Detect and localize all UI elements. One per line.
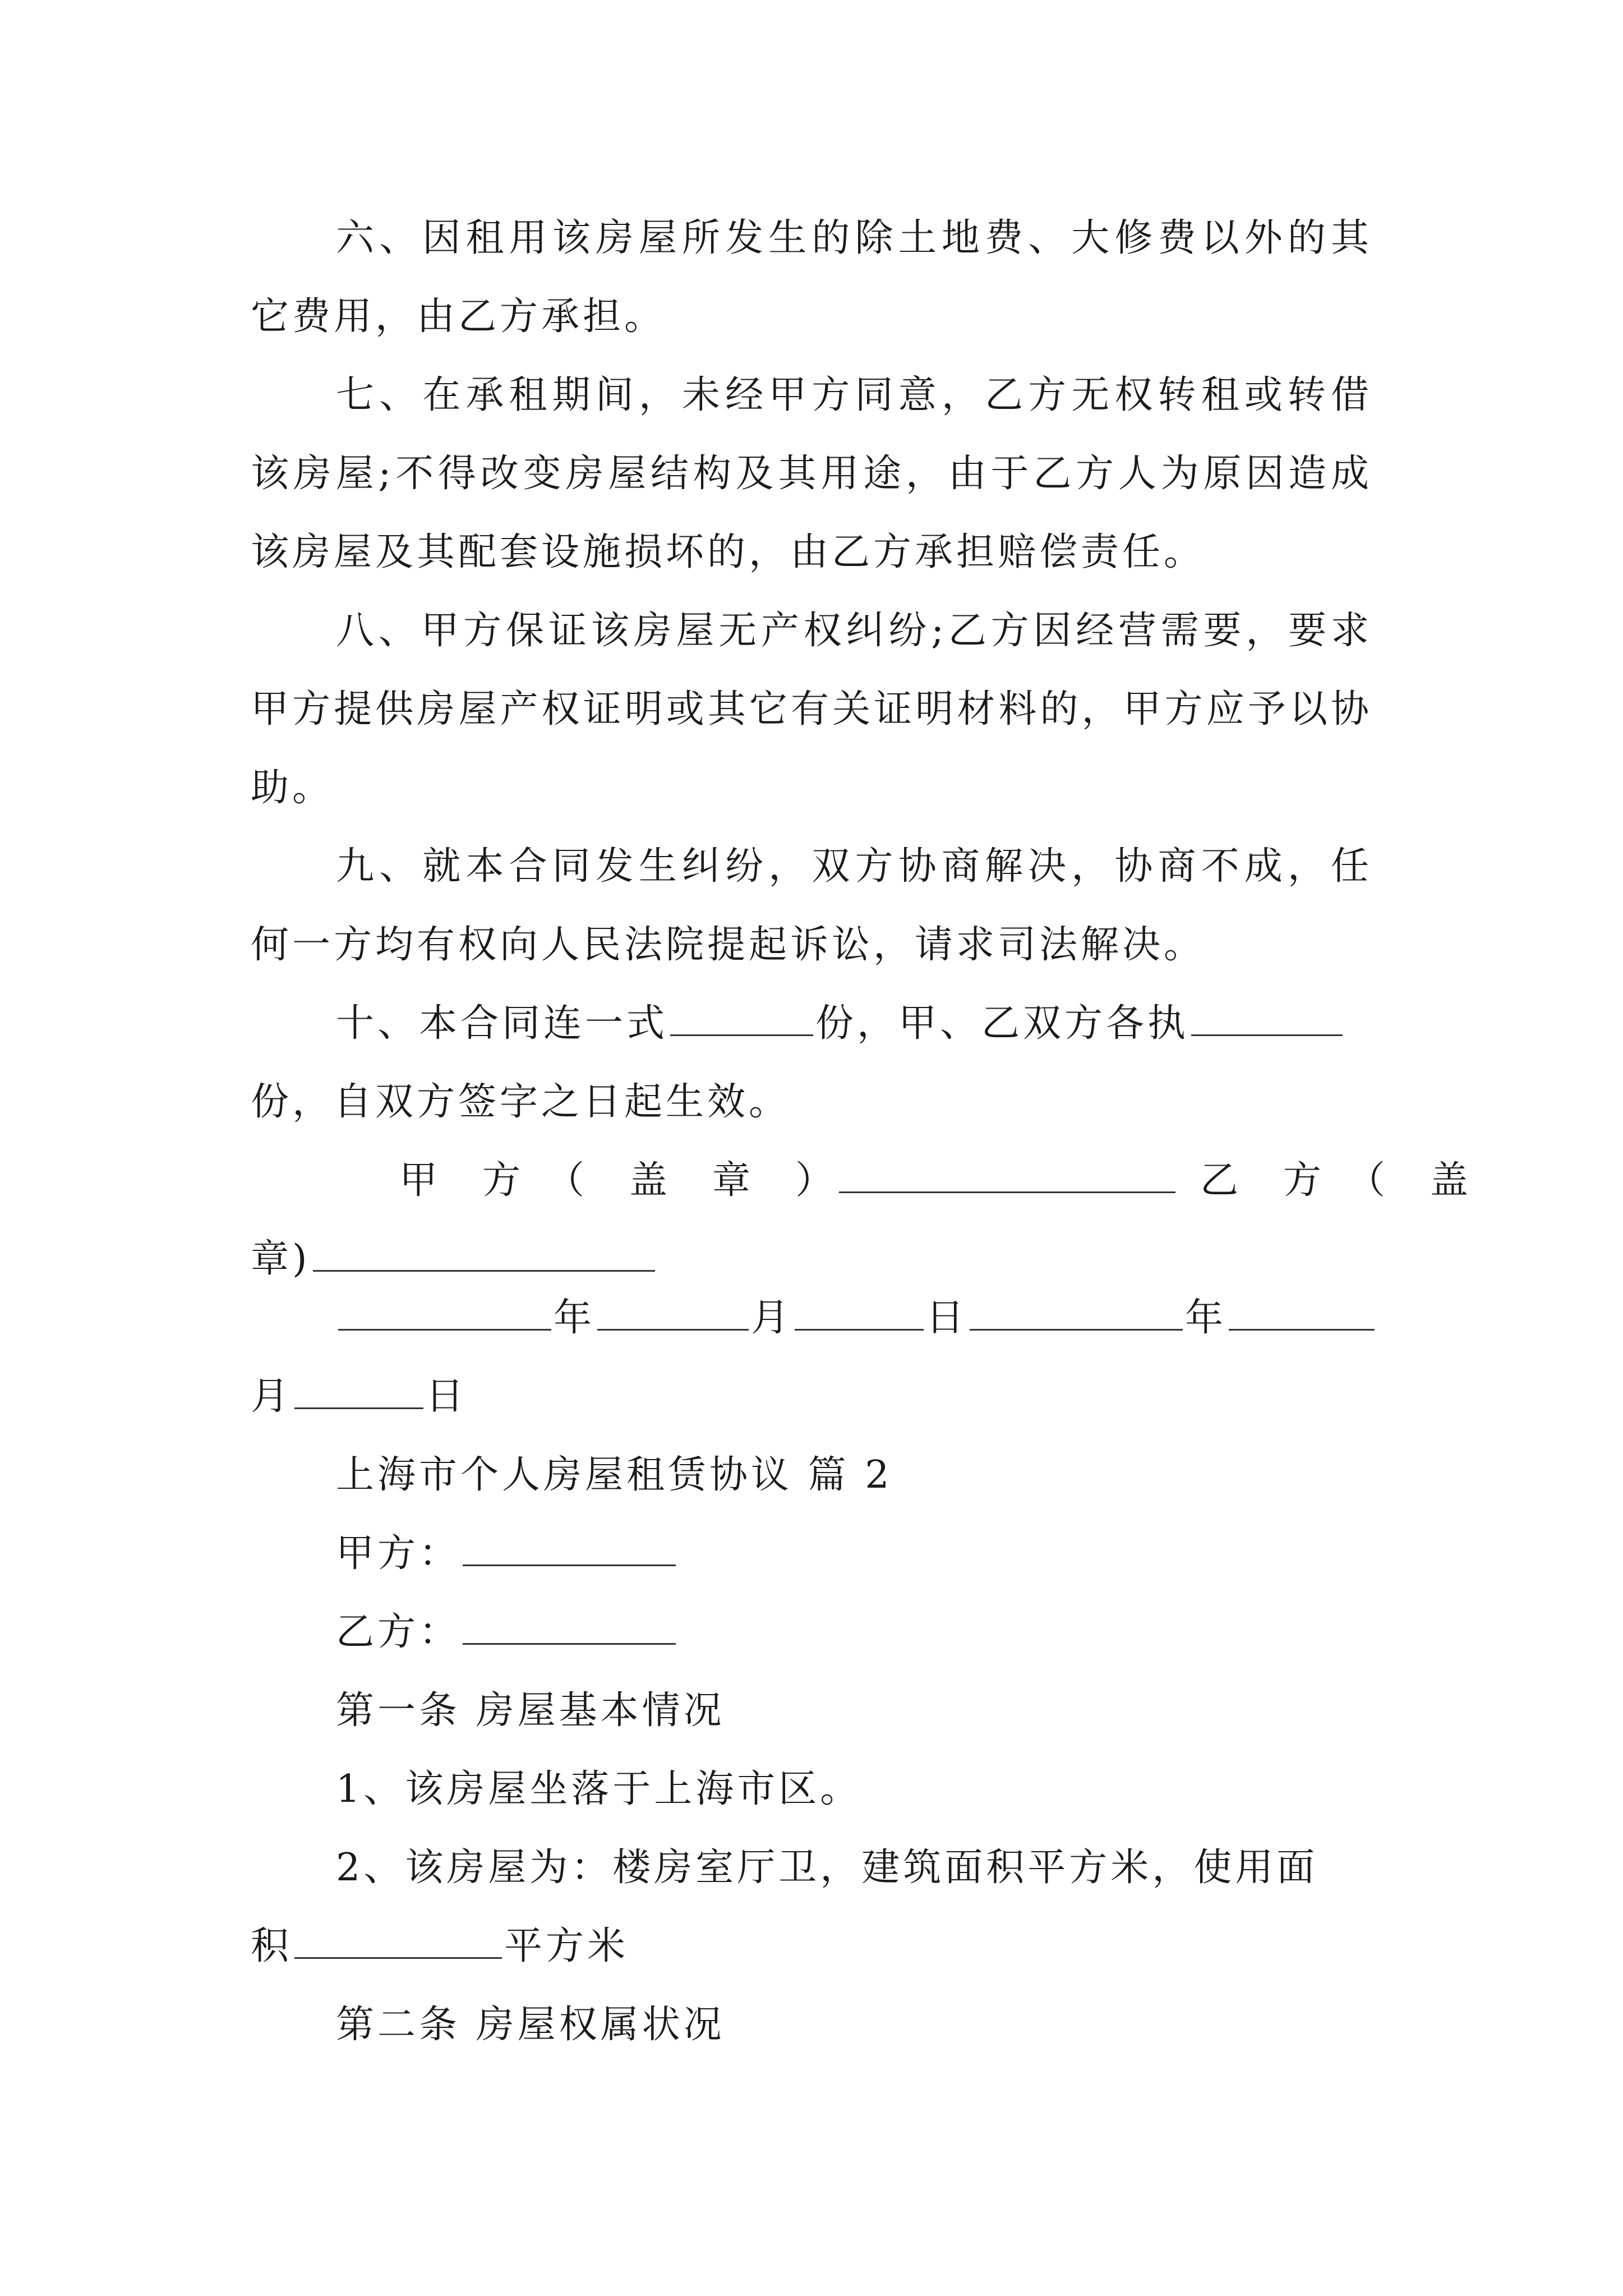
section-two [251, 1436, 1372, 2064]
party-b-year-blank [970, 1301, 1183, 1331]
clause-eight-text: 八、甲方保证该房屋无产权纠纷;乙方因经营需要，要求甲方提供房屋产权证明或其它有关证明材料的，甲方应予以协助。 [251, 609, 1372, 810]
party-a-seal-label: 甲 方 （ 盖 章 ） [399, 1158, 837, 1203]
item-two-area-label: 积 [251, 1924, 293, 1968]
section-two-title: 上海市个人房屋租赁协议 篇 2 [336, 1453, 893, 1497]
party-a-seal-blank [839, 1163, 1175, 1193]
party-a-label: 甲方： [336, 1531, 461, 1576]
copies-total-blank [670, 1006, 813, 1036]
party-b-year-label: 年 [1185, 1296, 1227, 1340]
party-a-month-blank [597, 1301, 749, 1331]
copies-each-blank [1191, 1006, 1343, 1036]
party-b-seal-label-cont: 章) [251, 1237, 311, 1281]
article-two-title: 第二条 房屋权属状况 [336, 2003, 725, 2047]
clause-six-text: 六、因租用该房屋所发生的除土地费、大修费以外的其它费用，由乙方承担。 [251, 216, 1372, 339]
party-b-seal-blank [313, 1242, 655, 1272]
clause-nine [251, 827, 1372, 984]
clause-eight [251, 592, 1372, 827]
clause-seven-text: 七、在承租期间，未经甲方同意，乙方无权转租或转借该房屋;不得改变房屋结构及其用途，由于乙方人为原因造成该房屋及其配套设施损坏的，由乙方承担赔偿责任。 [251, 373, 1372, 574]
party-b-month-blank [1229, 1301, 1375, 1331]
usable-area-blank [294, 1929, 502, 1959]
party-a-year-label: 年 [554, 1296, 596, 1340]
item-two-unit: 平方米 [504, 1924, 629, 1968]
article-one-item-two: 2、该房屋为：楼房室厅卫，建筑面积平方米，使用面 [336, 1846, 1318, 1890]
signature-block [251, 1142, 1472, 1299]
clause-ten [251, 984, 1372, 1142]
party-b-month-label: 月 [251, 1374, 293, 1419]
party-a-day-blank [795, 1301, 924, 1331]
party-b-name-blank [463, 1615, 676, 1645]
date-block [251, 1279, 1372, 1436]
party-b-day-label: 日 [426, 1374, 468, 1419]
clause-ten-part2: 份，甲、乙双方各执 [815, 1001, 1189, 1046]
party-a-day-label: 日 [926, 1296, 968, 1340]
party-a-name-blank [463, 1536, 676, 1566]
article-one-item-one: 1、该房屋坐落于上海市区。 [336, 1767, 862, 1811]
article-one-title: 第一条 房屋基本情况 [336, 1688, 725, 1733]
clause-ten-part1: 十、本合同连一式 [336, 1001, 668, 1046]
party-a-year-blank [338, 1301, 551, 1331]
clause-seven [251, 356, 1372, 592]
party-b-label: 乙方： [336, 1610, 461, 1654]
party-b-day-blank [294, 1379, 423, 1409]
clause-ten-part3: 份，自双方签字之日起生效。 [251, 1080, 791, 1124]
clause-nine-text: 九、就本合同发生纠纷，双方协商解决，协商不成，任何一方均有权向人民法院提起诉讼，请求司法解决。 [251, 844, 1372, 967]
party-a-month-label: 月 [751, 1296, 793, 1340]
clause-six [251, 199, 1372, 356]
party-b-seal-label: 乙 方 （ 盖 [1200, 1158, 1472, 1203]
